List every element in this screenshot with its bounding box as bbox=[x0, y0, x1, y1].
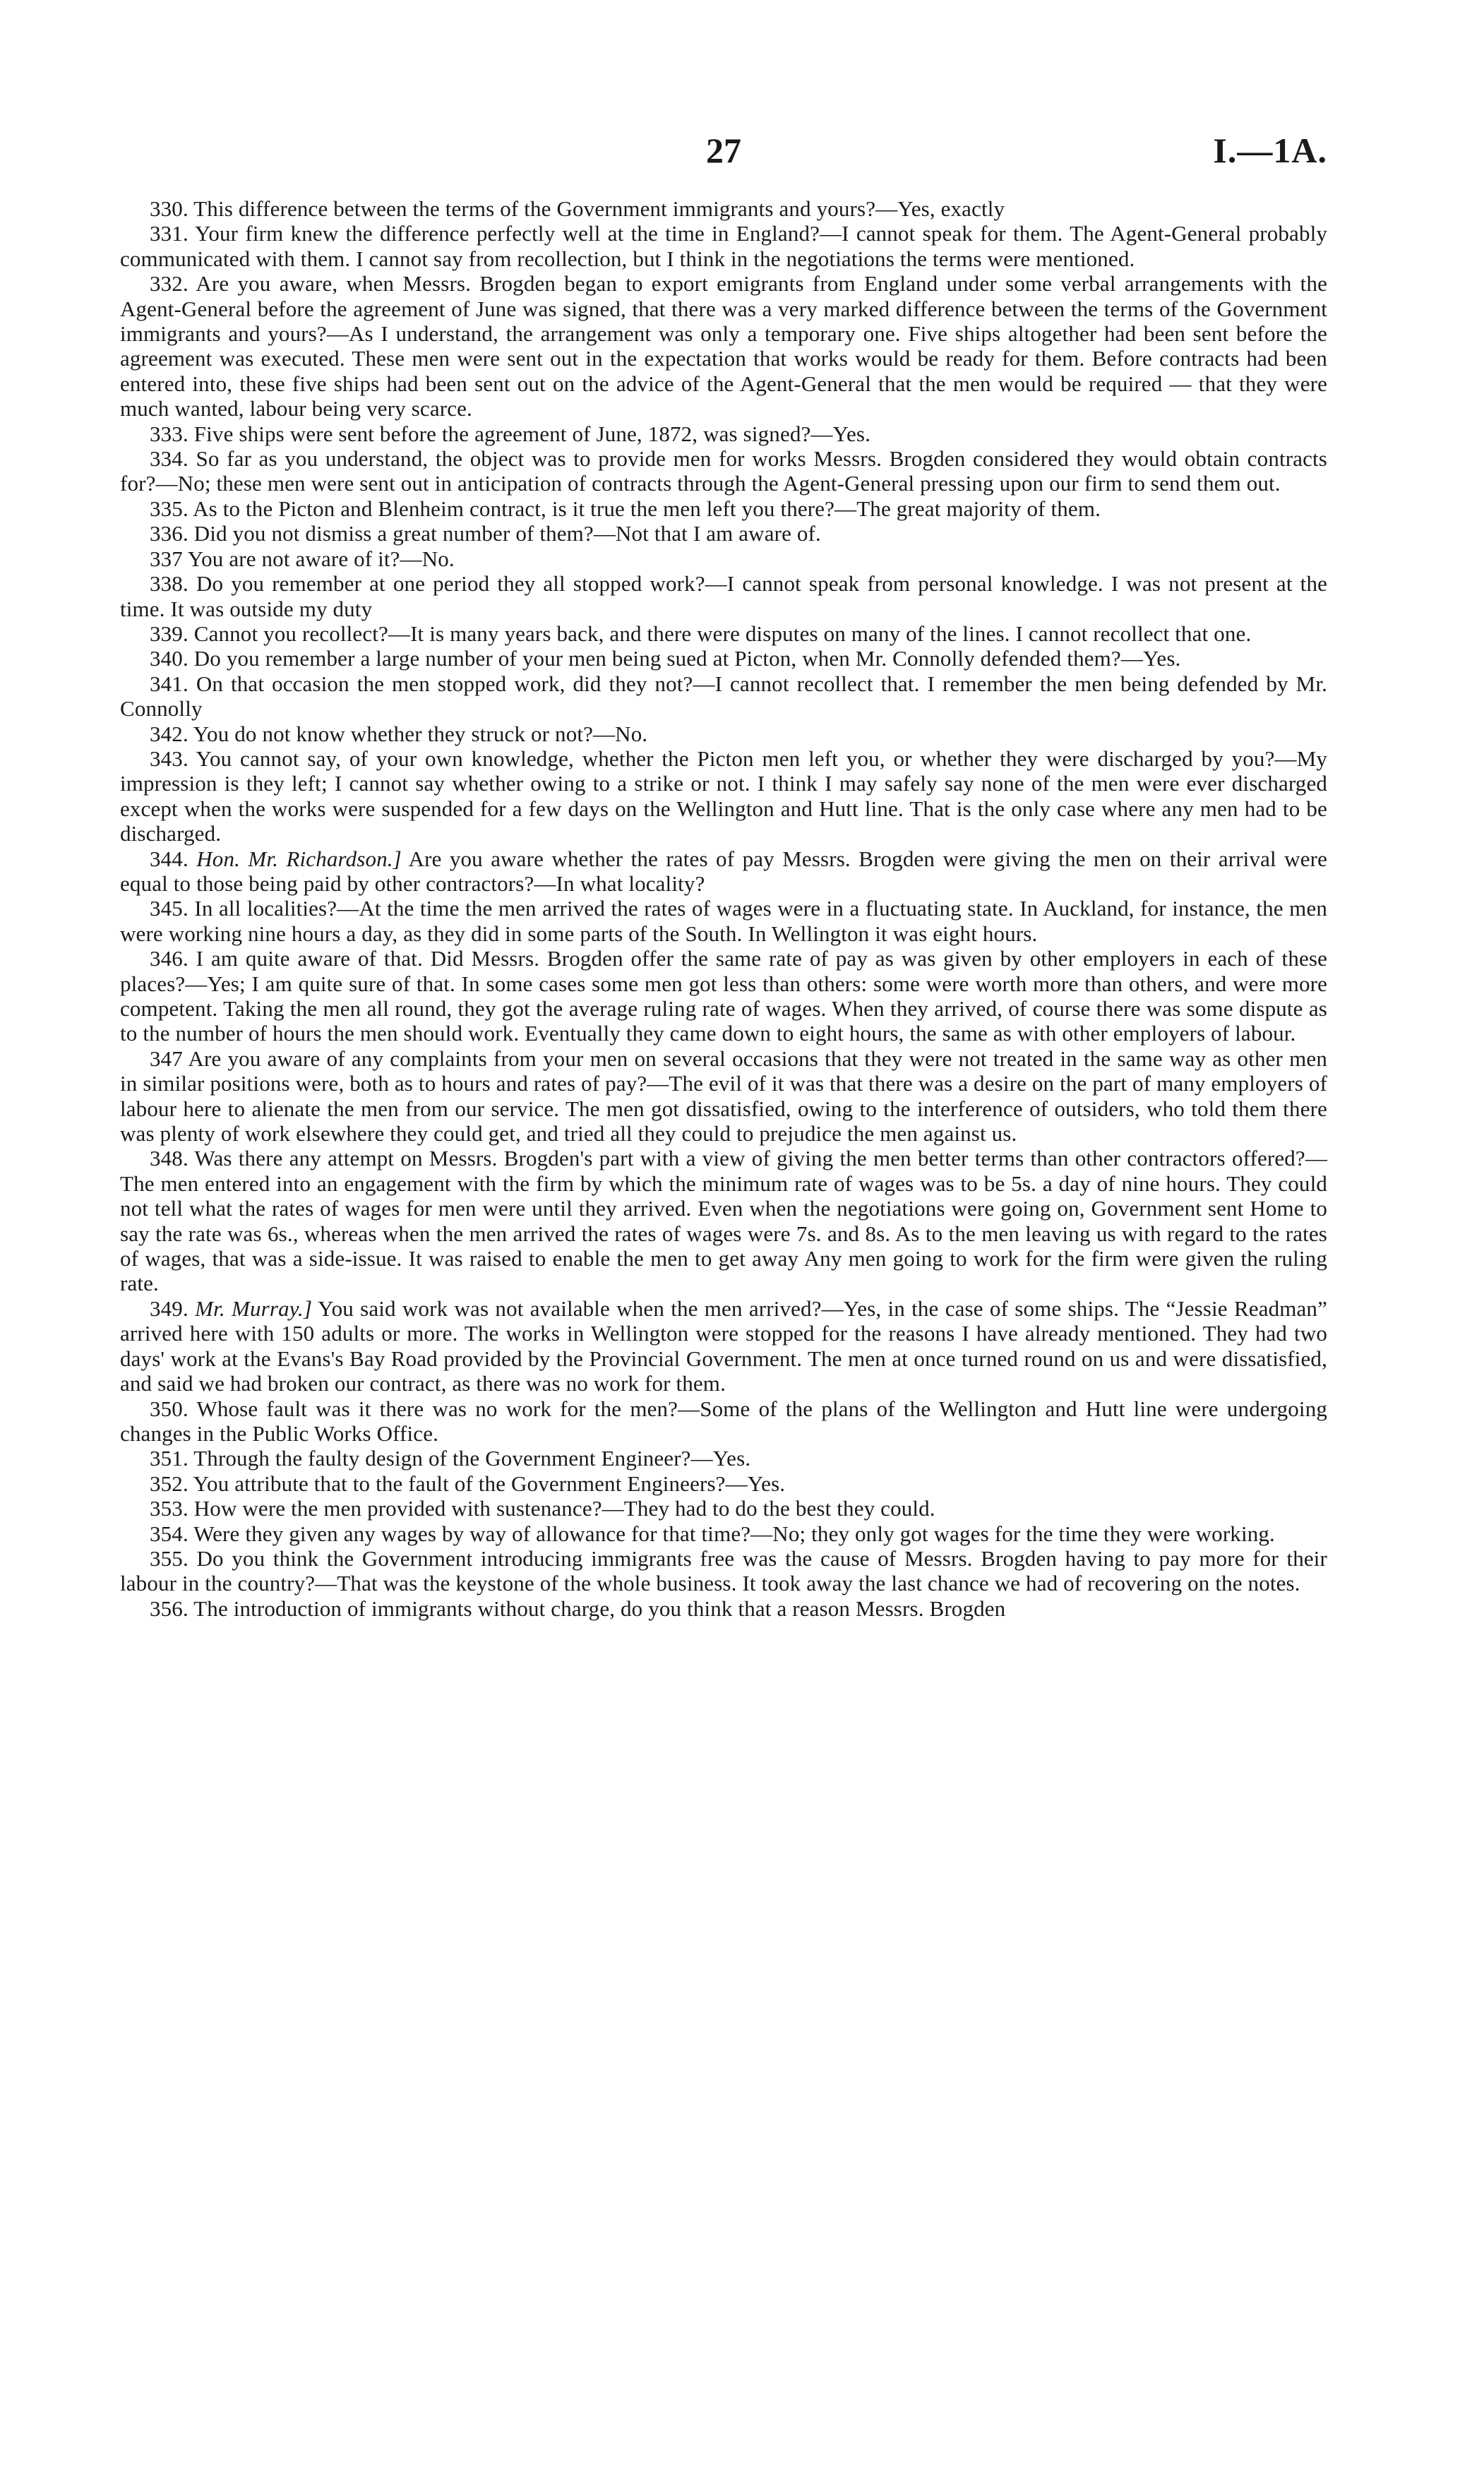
question-paragraph bbox=[120, 1496, 1327, 1521]
question-text: Do you remember a large number of your men being sued at Picton, when Mr. Connolly defended them?—Yes. bbox=[193, 646, 1181, 671]
question-paragraph bbox=[120, 1296, 1327, 1396]
question-text: Were they given any wages by way of allowance for that time?—No; they only got wages for the time they were working. bbox=[193, 1521, 1275, 1546]
question-number: 354. bbox=[150, 1521, 189, 1546]
question-number: 356. bbox=[150, 1595, 189, 1621]
question-number: 348. bbox=[150, 1146, 189, 1171]
question-number: 350. bbox=[150, 1396, 189, 1421]
question-paragraph bbox=[120, 846, 1327, 897]
question-text: Do you remember at one period they all stopped work?—I cannot speak from personal knowledge. I was not present at the time. It was outside my duty bbox=[120, 571, 1327, 621]
question-text: Did you not dismiss a great number of them?—Not that I am aware of. bbox=[193, 521, 821, 546]
question-text: You said work was not available when the men arrived?—Yes, in the case of some ships. The “Jessie Readman” arrived here with 150 adults or more. The works in Wellington were stopped for the reasons I have already mentioned. They had two days' work at the Evans's Bay Road provided by the Provincial Government. The men at once turned round on us and were dissatisfied, and said we had broken our contract, as there was no work for them. bbox=[120, 1295, 1327, 1396]
question-paragraph bbox=[120, 1596, 1327, 1621]
question-number: 336. bbox=[150, 521, 189, 546]
question-paragraph bbox=[120, 1146, 1327, 1295]
question-number: 351. bbox=[150, 1446, 189, 1471]
question-number: 332. bbox=[150, 271, 189, 297]
question-paragraph bbox=[120, 1046, 1327, 1146]
question-text: This difference between the terms of the Government immigrants and yours?—Yes, exactly bbox=[193, 196, 1005, 221]
question-number: 333. bbox=[150, 421, 189, 446]
question-number: 330. bbox=[150, 196, 189, 221]
question-paragraph bbox=[120, 946, 1327, 1046]
question-paragraph bbox=[120, 1471, 1327, 1496]
question-paragraph bbox=[120, 721, 1327, 746]
page-number: 27 bbox=[706, 131, 741, 170]
question-text: Are you aware, when Messrs. Brogden began to export emigrants from England under some verbal arrangements with the Agent-General before the agreement of June was signed, that there was a very marked difference between the terms of the Government immigrants and yours?—As I understand, the arrangement was only a temporary one. Five ships altogether had been sent before the agreement was executed. These men were sent out in the expectation that works would be ready for them. Before contracts had been entered into, these five ships had been sent out on the advice of the Agent-General that the men would be required — that they were much wanted, labour being very scarce. bbox=[120, 271, 1327, 421]
question-paragraph bbox=[120, 571, 1327, 621]
question-number: 353. bbox=[150, 1496, 189, 1521]
question-number: 352. bbox=[150, 1471, 189, 1496]
question-number: 340. bbox=[150, 646, 189, 671]
question-paragraph bbox=[120, 271, 1327, 421]
question-text: Was there any attempt on Messrs. Brogden's part with a view of giving the men better terms than other contractors offered?—The men entered into an engagement with the firm by which the minimum rate of wages was to be 5s. a day of nine hours. They could not tell what the rates of wages for men were until they arrived. Even when the negotiations were going on, Government sent Home to say the rate was 6s., whereas when the men arrived the rates of wages were 7s. and 8s. As to the men leaving us with regard to the rates of wages, that was a side-issue. It was raised to enable the men to get away Any men going to work for the firm were given the ruling rate. bbox=[120, 1146, 1327, 1296]
paper-code: I.—1A. bbox=[1213, 131, 1327, 170]
question-text: On that occasion the men stopped work, did they not?—I cannot recollect that. I remember the men being defended by Mr. Connolly bbox=[120, 671, 1327, 721]
page-header bbox=[120, 126, 1327, 175]
question-paragraph bbox=[120, 196, 1327, 221]
question-number: 334. bbox=[150, 446, 189, 472]
question-paragraph bbox=[120, 671, 1327, 721]
question-number: 339. bbox=[150, 621, 189, 646]
question-paragraph bbox=[120, 446, 1327, 496]
question-text: Are you aware of any complaints from your men on several occasions that they were not treated in the same way as other men in similar positions were, both as to hours and rates of pay?—The evil of it was that there was a desire on the part of many employers of labour here to alienate the men from our service. The men got dissatisfied, owing to the interference of outsiders, who told them there was plenty of work elsewhere they could get, and tried all they could to prejudice the men against us. bbox=[120, 1046, 1327, 1146]
question-number: 355. bbox=[150, 1545, 189, 1571]
question-text: You are not aware of it?—No. bbox=[187, 546, 455, 571]
question-text: Cannot you recollect?—It is many years back, and there were disputes on many of the lines. I cannot recollect that one. bbox=[193, 621, 1252, 646]
question-text: You cannot say, of your own knowledge, whether the Picton men left you, or whether they were discharged by you?—My impression is they left; I cannot say whether owing to a strike or not. I think I may safely say none of the men were ever discharged except when the works were suspended for a few days on the Wellington and Hutt line. That is the only case where any men had to be discharged. bbox=[120, 746, 1327, 846]
question-text: Your firm knew the difference perfectly well at the time in England?—I cannot speak for them. The Agent-General probably communicated with them. I cannot say from recollection, but I think in the negotiations the terms were mentioned. bbox=[120, 221, 1328, 271]
question-paragraph bbox=[120, 746, 1327, 846]
question-number: 344. bbox=[150, 846, 189, 871]
question-text: Through the faulty design of the Government Engineer?—Yes. bbox=[193, 1446, 751, 1471]
question-text: How were the men provided with sustenance?—They had to do the best they could. bbox=[193, 1496, 935, 1521]
question-paragraph bbox=[120, 1521, 1327, 1546]
question-number: 338. bbox=[150, 571, 189, 597]
speaker-label: Mr. Murray.] bbox=[195, 1295, 313, 1321]
question-paragraph bbox=[120, 896, 1327, 946]
question-paragraph bbox=[120, 421, 1327, 446]
question-text: Do you think the Government introducing immigrants free was the cause of Messrs. Brogden having to pay more for their labour in the country?—That was the keystone of the whole business. It took away the last chance we had of recovering on the notes. bbox=[120, 1545, 1328, 1596]
question-paragraph bbox=[120, 621, 1327, 646]
question-number: 337 bbox=[150, 546, 183, 571]
question-number: 346. bbox=[150, 946, 189, 971]
question-paragraph bbox=[120, 546, 1327, 571]
question-text: So far as you understand, the object was to provide men for works Messrs. Brogden considered they would obtain contracts for?—No; these men were sent out in anticipation of contracts through the Agent-General pressing upon our firm to send them out. bbox=[120, 446, 1327, 496]
evidence-body bbox=[120, 196, 1327, 1621]
question-number: 347 bbox=[150, 1046, 183, 1071]
question-number: 342. bbox=[150, 721, 189, 746]
question-paragraph bbox=[120, 1546, 1327, 1596]
question-number: 341. bbox=[150, 671, 189, 696]
question-text: Are you aware whether the rates of pay Messrs. Brogden were giving the men on their arrival were equal to those being paid by other contractors?—In what locality? bbox=[120, 846, 1327, 896]
question-text: In all localities?—At the time the men arrived the rates of wages were in a fluctuating state. In Auckland, for instance, the men were working nine hours a day, as they did in some parts of the South. In Wellington it was eight hours. bbox=[120, 896, 1327, 946]
question-number: 331. bbox=[150, 221, 189, 246]
speaker-label: Hon. Mr. Richardson.] bbox=[196, 846, 402, 871]
question-paragraph bbox=[120, 646, 1327, 671]
question-text: You do not know whether they struck or not?—No. bbox=[193, 721, 648, 746]
question-text: I am quite aware of that. Did Messrs. Brogden offer the same rate of pay as was given by other employers in each of these places?—Yes; I am quite sure of that. In some cases some men got less than others: some were worth more than others, and were more competent. Taking the men all round, they got the average ruling rate of wages. When they arrived, of course there was some dispute as to the number of hours the men should work. Eventually they came down to eight hours, the same as with other employers of labour. bbox=[120, 946, 1328, 1046]
question-text: Whose fault was it there was no work for the men?—Some of the plans of the Wellington and Hutt line were undergoing changes in the Public Works Office. bbox=[120, 1396, 1327, 1446]
question-paragraph bbox=[120, 221, 1327, 271]
question-text: You attribute that to the fault of the Government Engineers?—Yes. bbox=[193, 1471, 786, 1496]
question-paragraph bbox=[120, 1396, 1327, 1447]
question-number: 345. bbox=[150, 896, 189, 921]
question-paragraph bbox=[120, 521, 1327, 546]
question-text: As to the Picton and Blenheim contract, is it true the men left you there?—The great majority of them. bbox=[193, 496, 1101, 521]
question-text: The introduction of immigrants without charge, do you think that a reason Messrs. Brogden bbox=[193, 1595, 1006, 1621]
question-number: 343. bbox=[150, 746, 189, 771]
question-number: 335. bbox=[150, 496, 189, 521]
question-text: Five ships were sent before the agreement of June, 1872, was signed?—Yes. bbox=[193, 421, 871, 446]
question-paragraph bbox=[120, 1446, 1327, 1471]
question-paragraph bbox=[120, 496, 1327, 521]
question-number: 349. bbox=[150, 1295, 189, 1321]
